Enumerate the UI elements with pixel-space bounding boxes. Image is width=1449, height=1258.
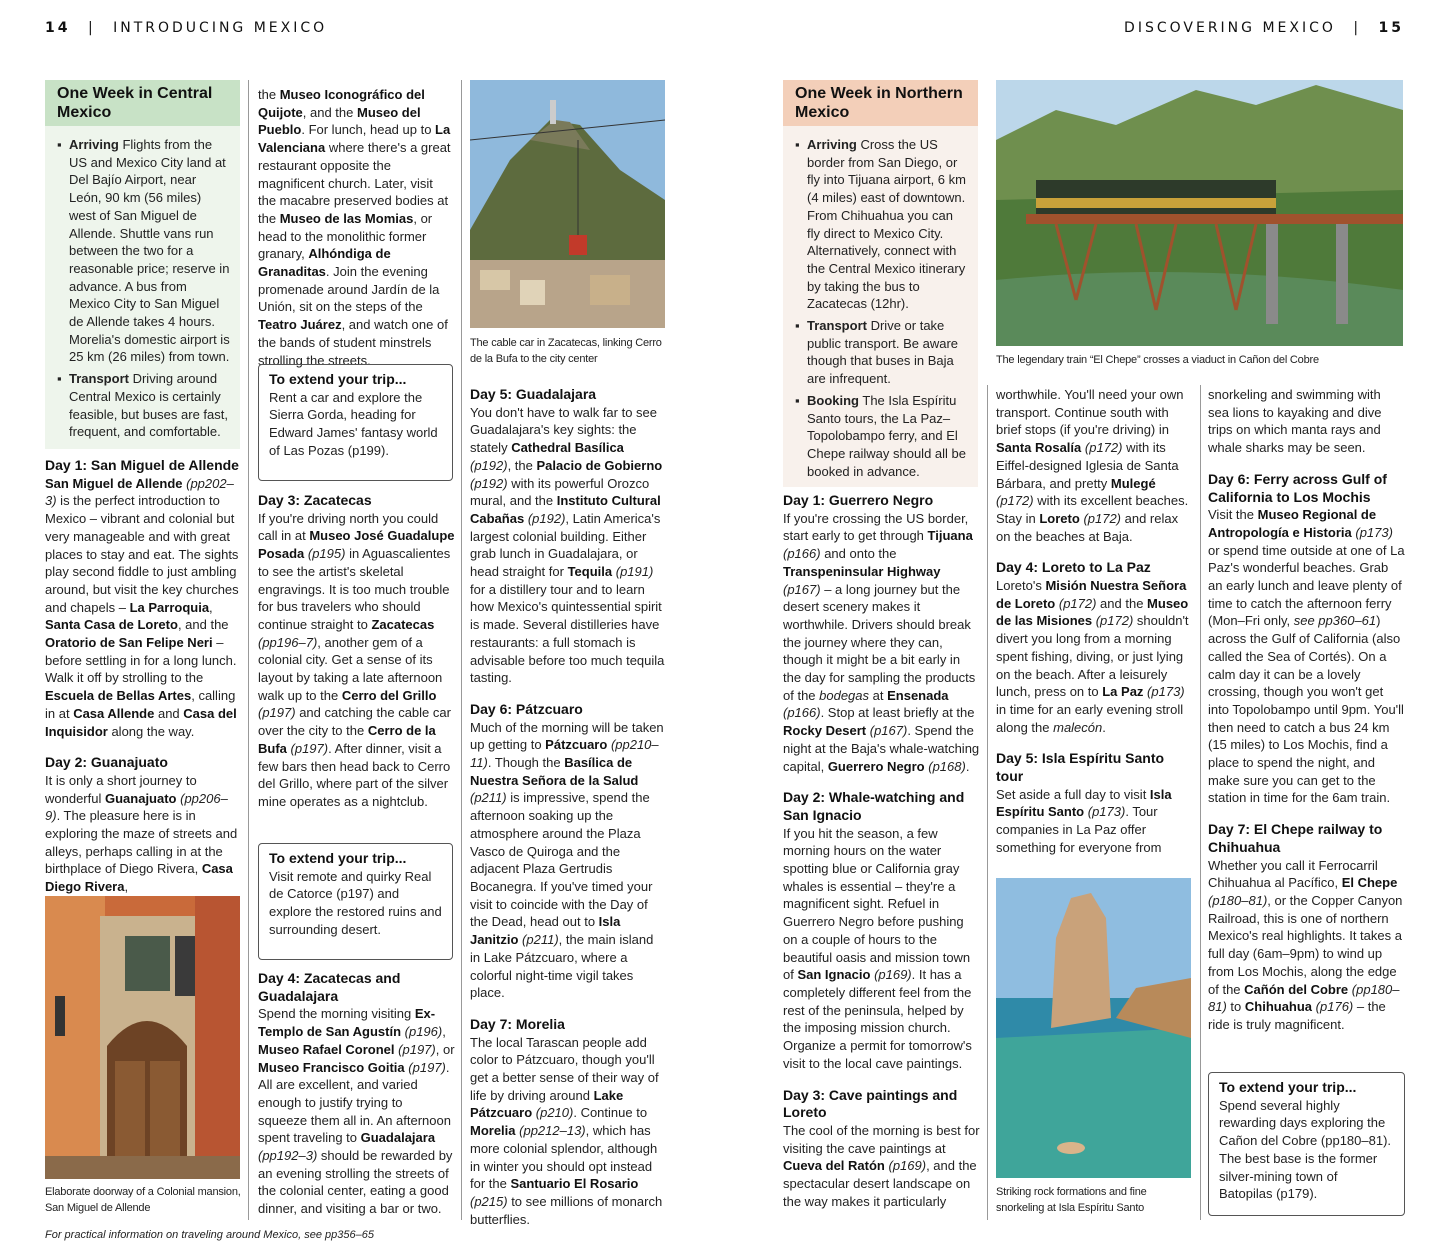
left-section-title: INTRODUCING MEXICO <box>113 20 328 36</box>
north-day3-cont: worthwhile. You'll need your own transport. Continue south with brief stops (if you're driving) in Santa Rosalía (p172) with its Eiffel-designed Iglesia de Santa Bárbara, and pretty Mulegé (p172) with its excellent beaches. Stay in Loreto (p172) and relax on the beaches at Baja. <box>996 387 1189 544</box>
central-day1-text: San Miguel de Allende (pp202–3) is the perfect introduction to Mexico – vibrant and colonial but very manageable and with great places to stay and eat. The sights play second fiddle to just ambling around, but visit the key churches and chapels – La Parroquia, Santa Casa de Loreto, and the Oratorio de San Felipe Neri – before settling in for a long lunch. Walk it off by strolling to the Escuela de Bellas Artes, calling in at Casa Allende and Casa del Inquisidor along the way. <box>45 475 239 739</box>
column-divider <box>248 80 249 1220</box>
extend-text-3: Spend several highly rewarding days exploring the Cañon del Cobre (pp180–81). The best base is the former silver-mining town of Batopilas (p179). <box>1219 1097 1392 1202</box>
northern-info-box <box>783 80 978 487</box>
north-day5-heading: Day 5: Isla Espíritu Santo tour <box>996 750 1165 785</box>
central-day5-heading: Day 5: Guadalajara <box>470 386 597 402</box>
cablecar-photo <box>470 80 665 328</box>
rock-caption: Striking rock formations and fine snorkeling at Isla Espíritu Santo <box>996 1186 1147 1214</box>
central-day3-heading: Day 3: Zacatecas <box>258 492 372 508</box>
north-day3-text: The cool of the morning is best for visiting the cave paintings at Cueva del Ratón (p169), and the spectacular desert landscape on the way makes it particularly <box>783 1122 980 1209</box>
central-box-title: One Week in Central Mexico <box>45 80 240 126</box>
north-day2-heading: Day 2: Whale-watching and San Ignacio <box>783 789 965 823</box>
right-section-title: DISCOVERING MEXICO <box>1124 20 1336 36</box>
column-divider <box>987 385 988 1220</box>
central-day6-heading: Day 6: Pátzcuaro <box>470 700 583 717</box>
train-photo <box>996 80 1403 346</box>
northern-box-body <box>783 126 978 487</box>
central-box-body <box>45 126 240 449</box>
central-day3-text: If you're driving north you could call in at Museo José Guadalupe Posada (p195) in Aguascalientes to see the artist's skeletal engravings. It is too much trouble for bus travelers who should continue straight to Zacatecas (pp196–7), another gem of a colonial city. Get a sense of its layout by taking a late afternoon walk up to the Cerro del Grillo (p197) and catching the cable car over the city to the Cerro de la Bufa (p197). After dinner, visit a few bars then head back to Cerro del Grillo, where part of the silver mine operates as a nightclub. <box>258 510 455 809</box>
extend-title-2: To extend your trip... <box>269 850 407 866</box>
north-day1-text: If you're crossing the US border, start early to get through Tijuana (p166) and onto the Transpeninsular Highway (p167) – a long journey but the desert scenery makes it worthwhile. Drivers should break the journey where they can, though it might be a bit early in the day for sampling the products of the bodegas at Ensenada (p166). Stop at least briefly at the Rocky Desert (p167). Spend the night at the Baja's whale-watching capital, Guerrero Negro (p168). <box>783 510 980 774</box>
central-arriving-item: ▪ Arriving Flights from the US and Mexico City land at Del Bajío Airport, near León, 90 km (56 miles) west of San Miguel de Allende. Shuttle vans run between the two for a reasonable price; reserve in advance. A bus from Mexico City to San Miguel de Allende takes 4 hours. Morelia's domestic airport is 25 km (26 miles) from town. <box>69 136 230 366</box>
central-day2-cont: the Museo Iconográfico del Quijote, and the Museo del Pueblo. For lunch, head up to La Valenciana where there's a great restaurant opposite the magnificent church. Later, visit the macabre preserved bodies at the Museo de las Momias, or head to the monolithic former granary, Alhóndiga de Granaditas. Join the evening promenade around Jardín de la Unión, sit on the steps of the Teatro Juárez, and watch one of the bands of student minstrels strolling the streets. <box>258 87 451 368</box>
cablecar-caption: The cable car in Zacatecas, linking Cerro de la Bufa to the city center <box>470 337 662 365</box>
extend-trip-box-1 <box>258 364 453 481</box>
right-running-header: DISCOVERING MEXICO | 15 <box>1124 20 1404 36</box>
central-day4-heading: Day 4: Zacatecas and Guadalajara <box>258 970 401 1004</box>
northern-arriving-item: ▪ Arriving Cross the US border from San Diego, or fly into Tijuana airport, 6 km (4 miles) east of downtown. From Chihuahua you can fly direct to Mexico City. Alternatively, connect with the Central Mexico itinerary by taking the bus to Zacatecas (12hr). <box>807 136 968 313</box>
northern-box-title: One Week in Northern Mexico <box>783 80 978 126</box>
central-day2-heading: Day 2: Guanajuato <box>45 754 168 771</box>
left-page-number: 14 <box>45 20 71 36</box>
central-col-3 <box>470 386 667 1228</box>
north-day6-heading: Day 6: Ferry across Gulf of California to Los Mochis <box>1208 470 1387 505</box>
central-day7-text: The local Tarascan people add color to Pátzcuaro, though you'll get a better sense of their way of life by driving around Lake Pátzcuaro (p210). Continue to Morelia (pp212–13), which has more colonial splendor, although in winter you should opt instead for the Santuario El Rosario (p215) to see millions of monarch butterflies. <box>470 1034 663 1227</box>
central-transport-item: ▪ Transport Driving around Central Mexico is certainly feasible, but buses are fast, frequent, and comfortable. <box>69 370 230 441</box>
north-day5-cont: snorkeling and swimming with sea lions to kayaking and dive trips on which manta rays and whale sharks may be seen. <box>1208 387 1382 456</box>
central-info-box <box>45 80 240 449</box>
north-day7-heading: Day 7: El Chepe railway to Chihuahua <box>1208 821 1383 855</box>
central-col-2b <box>258 492 455 811</box>
column-divider <box>461 80 462 1220</box>
north-col-1 <box>783 492 980 1210</box>
extend-trip-box-2 <box>258 843 453 960</box>
central-day1-heading: Day 1: San Miguel de Allende <box>45 457 239 473</box>
north-day4-heading: Day 4: Loreto to La Paz <box>996 559 1151 576</box>
north-day3-heading: Day 3: Cave paintings and Loreto <box>783 1086 958 1121</box>
north-day4-text: Loreto's Misión Nuestra Señora de Loreto (p172) and the Museo de las Misiones (p172) shouldn't divert you long from a morning spent fishing, diving, or just lying on the beach. After a leisurely lunch, press on to La Paz (p173) in time for an early evening stroll along the malecón. <box>996 578 1189 735</box>
north-day2-text: If you hit the season, a few morning hours on the water spotting blue or California gray whales is essential – they're a magnificent sight. Refuel in Guerrero Negro before pushing on a couple of hours to the beautiful oasis and mission town of San Ignacio (p169). It has a completely different feel from the rest of the peninsula, helped by the imposing mission church. Organize a permit for tomorrow's visit to the local cave paintings. <box>783 825 972 1071</box>
north-day5-text: Set aside a full day to visit Isla Espíritu Santo (p173). Tour companies in La Paz offer something for everyone from <box>996 786 1172 855</box>
doorway-caption: Elaborate doorway of a Colonial mansion, San Miguel de Allende <box>45 1186 241 1214</box>
rock-photo <box>996 878 1191 1178</box>
extend-title-1: To extend your trip... <box>269 371 407 387</box>
doorway-photo <box>45 896 240 1179</box>
central-col-2 <box>258 86 453 369</box>
north-col-2 <box>996 386 1193 857</box>
central-day6-text: Much of the morning will be taken up getting to Pátzcuaro (pp210–11). Though the Basílica de Nuestra Señora de la Salud (p211) is impressive, spend the afternoon soaking up the atmosphere around the Plaza Vasco de Quiroga and the adjacent Plaza Gertrudis Bocanegra. If you've timed your visit to coincide with the Day of the Dead, head out to Isla Janitzio (p211), the main island in Lake Pátzcuaro, where a colorful night-time vigil takes place. <box>470 719 664 1001</box>
right-page-number: 15 <box>1378 20 1404 36</box>
north-day1-heading: Day 1: Guerrero Negro <box>783 492 934 508</box>
extend-text-2: Visit remote and quirky Real de Catorce (p197) and explore the restored ruins and surrounding desert. <box>269 868 442 937</box>
column-divider <box>1200 385 1201 1220</box>
central-col-1 <box>45 457 242 896</box>
northern-booking-item: ▪ Booking The Isla Espíritu Santo tours, the La Paz–Topolobampo ferry, and El Chepe railway should all be booked in advance. <box>807 392 968 481</box>
extend-title-3: To extend your trip... <box>1219 1079 1357 1095</box>
central-col-2c <box>258 970 455 1218</box>
central-day2-text: It is only a short journey to wonderful Guanajuato (pp206–9). The pleasure here is in exploring the maze of streets and alleys, perhaps calling in at the birthplace of Diego Rivera, Casa Diego Rivera, <box>45 772 238 895</box>
train-caption: The legendary train “El Chepe” crosses a viaduct in Cañon del Cobre <box>996 354 1319 366</box>
central-day5-text: You don't have to walk far to see Guadalajara's key sights: the stately Cathedral Basílica (p192), the Palacio de Gobierno (p192) with its powerful Orozco mural, and the Instituto Cultural Cabañas (p192), Latin America's largest colonial building. Either grab lunch in Guadalajara, or head straight for Tequila (p191) for a distillery tour and to learn how Mexico's quintessential spirit is made. Several distilleries have restaurants: a full stomach is advisable before too much tequila tasting. <box>470 404 665 686</box>
extend-trip-box-3 <box>1208 1072 1405 1216</box>
central-day7-heading: Day 7: Morelia <box>470 1015 565 1032</box>
left-running-header: 14 | INTRODUCING MEXICO <box>45 20 328 36</box>
north-col-3 <box>1208 386 1405 1034</box>
central-day4-text: Spend the morning visiting Ex-Templo de San Agustín (p196), Museo Rafael Coronel (p197), or Museo Francisco Goitia (p197). All are excellent, and varied enough to justify trying to squeeze them all in. An afternoon spent traveling to Guadalajara (pp192–3) should be rewarded by an evening strolling the streets of the colonial center, eating a good dinner, and visiting a bar or two. <box>258 1006 455 1217</box>
extend-text-1: Rent a car and explore the Sierra Gorda, heading for Edward James' fantasy world of Las Pozas (p199). <box>269 389 438 458</box>
north-day6-text: Visit the Museo Regional de Antropología e Historia (p173) or spend time outside at one of La Paz's wonderful beaches. Grab an early lunch and leave plenty of time to catch the afternoon ferry (Mon–Fri only, see pp360–61) across the Gulf of California (also called the Sea of Cortés). On a calm day it can be a lovely crossing, though you won't get into Topolobampo until 9pm. You'll then need to catch a bus 24 km (15 miles) to Los Mochis, find a place to spend the night, and make sure you can get to the station in time for the 6am train. <box>1208 507 1405 806</box>
northern-transport-item: ▪ Transport Drive or take public transport. Be aware though that buses in Baja are infrequent. <box>807 317 968 388</box>
footer-note: For practical information on traveling around Mexico, see pp356–65 <box>45 1229 374 1241</box>
north-day7-text: Whether you call it Ferrocarril Chihuahua al Pacífico, El Chepe (p180–81), or the Copper Canyon Railroad, this is one of northern Mexico's real highlights. It takes a full day (6am–9pm) to wind up from Los Mochis, along the edge of the Cañón del Cobre (pp180–81) to Chihuahua (p176) – the ride is truly magnificent. <box>1208 857 1403 1032</box>
